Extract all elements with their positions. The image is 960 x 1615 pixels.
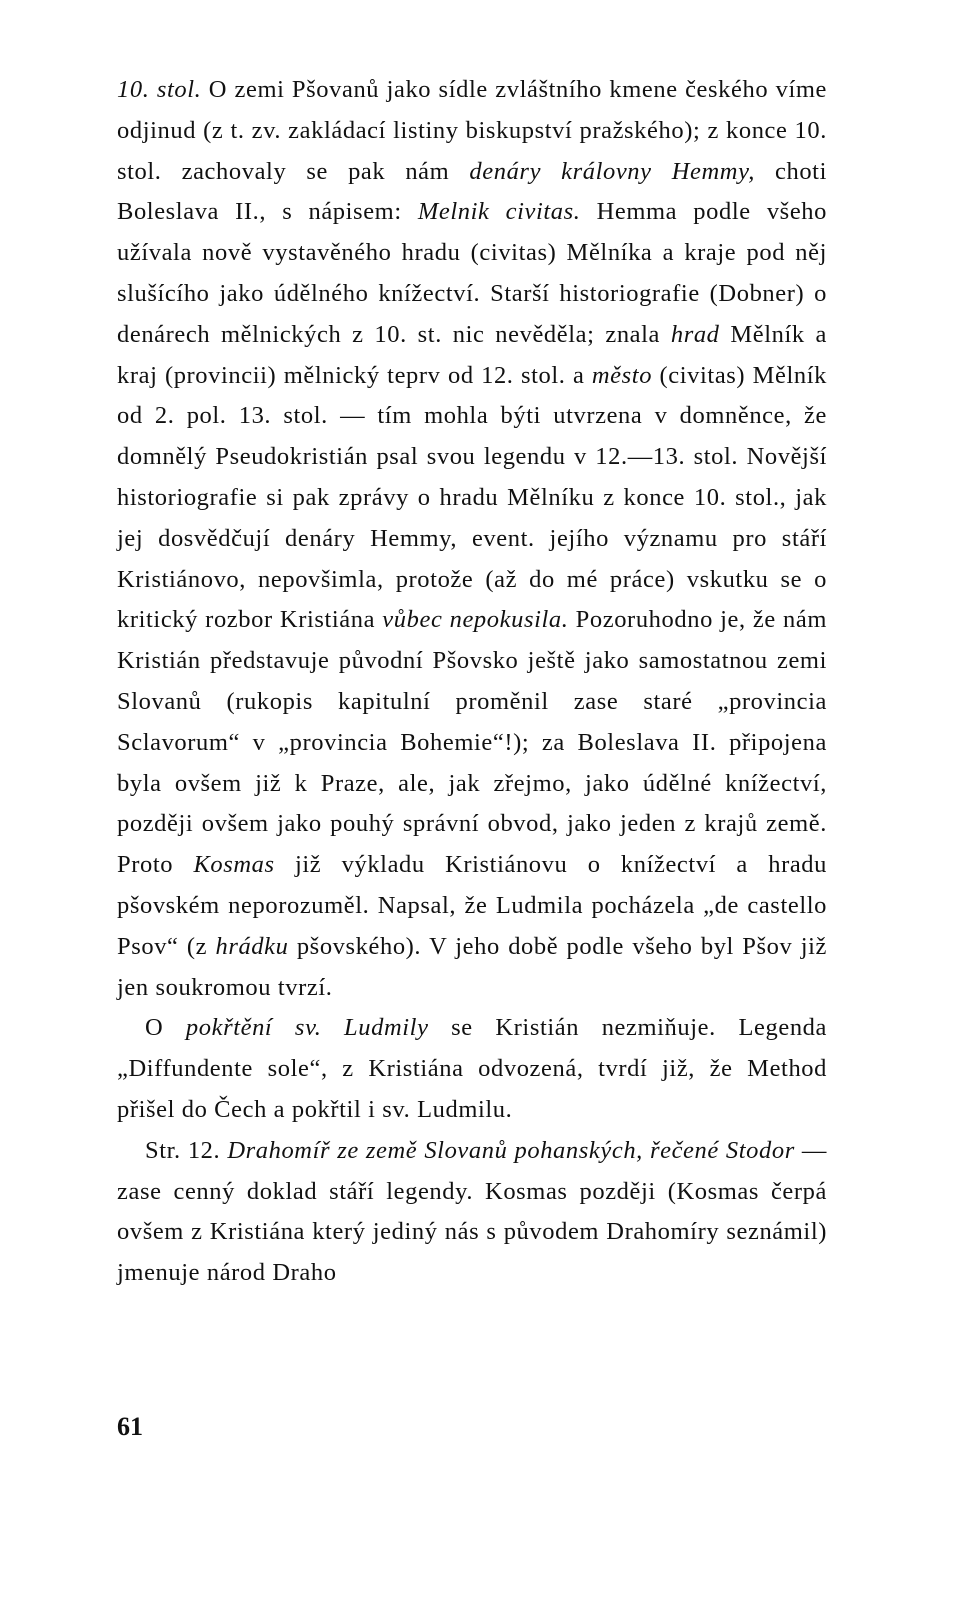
text-segment: Kosmas: [193, 851, 275, 879]
text-segment: choti Boleslava II., s nápisem:: [117, 157, 827, 226]
text-segment: Pozoruhodno je, že nám Kristián představuje původní Pšovsko ještě jako samostatnou zemi Slovanů (rukopis kapitulní proměnil zase staré „provincia Sclavorum“ v „provincia Bohemie“!); za Boleslava II. připojena byla ovšem již k Praze, ale, jak zřejmo, jako údělné knížectví, později ovšem jako pouhý správní obvod, jako jeden z krajů země. Proto: [117, 606, 827, 879]
text-segment: — zase cenný doklad stáří legendy. Kosmas později (Kosmas čerpá ovšem z Kristiána který jediný nás s původem Drahomíry seznámil) jmenuje národ Draho: [117, 1136, 828, 1287]
text-segment: město: [591, 361, 653, 389]
text-segment: pokřtění sv. Ludmily: [185, 1014, 429, 1042]
text-segment: se Kristián nezmiňuje. Legenda „Diffundente sole“, z Kristiána odvozená, tvrdí již, že Method přišel do Čech a pokřtil i sv. Ludmilu.: [117, 1014, 827, 1123]
text-segment: vůbec nepokusila.: [382, 606, 569, 634]
paragraph-2: [117, 1008, 827, 1130]
text-segment: Mělník a kraj (provincii) mělnický teprv od 12. stol. a: [117, 320, 828, 389]
text-segment: O zemi Pšovanů jako sídle zvláštního kmene českého víme odjinud (z t. zv. zakládací listiny biskupství pražského); z konce 10. stol. zachovaly se pak nám: [117, 76, 827, 185]
text-segment: Melnik civitas.: [417, 198, 581, 226]
text-segment: Str. 12.: [145, 1136, 228, 1164]
text-segment: pšovského). V jeho době podle všeho byl Pšov již jen soukromou tvrzí.: [117, 932, 827, 1001]
text-segment: Drahomíř ze země Slovanů pohanských, řečené Stodor: [227, 1136, 795, 1164]
page-number: 61: [117, 1412, 143, 1441]
paragraph-3: [117, 1131, 827, 1294]
text-segment: Hemma podle všeho užívala nově vystavěného hradu (civitas) Mělníka a kraje pod něj slušícího jako údělného knížectví. Starší historiografie (Dobner) o denárech mělnických z 10. st. nic nevěděla; znala: [117, 198, 827, 348]
text-segment: již výkladu Kristiánovu o knížectví a hradu pšovském neporozuměl. Napsal, že Ludmila pocházela „de castello Psov“ (z: [117, 851, 827, 960]
text-segment: 10. stol.: [117, 76, 202, 103]
paragraph-1: [117, 70, 827, 1008]
text-segment: hrádku: [215, 932, 289, 960]
text-segment: O: [145, 1014, 186, 1042]
text-segment: (civitas) Mělník od 2. pol. 13. stol. — tím mohla býti utvrzena v domněnce, že domnělý Pseudokristián psal svou legendu v 12.—13. stol. Novější historiografie si pak zprávy o hradu Mělníku z konce 10. stol., jak jej dosvědčují denáry Hemmy, event. jejího významu pro stáří Kristiánovo, nepovšimla, protože (až do mé práce) vskutku se o kritický rozbor Kristiána: [117, 361, 828, 634]
book-page-text: [117, 70, 827, 1294]
text-segment: denáry královny Hemmy,: [469, 157, 755, 185]
text-segment: hrad: [670, 320, 720, 348]
